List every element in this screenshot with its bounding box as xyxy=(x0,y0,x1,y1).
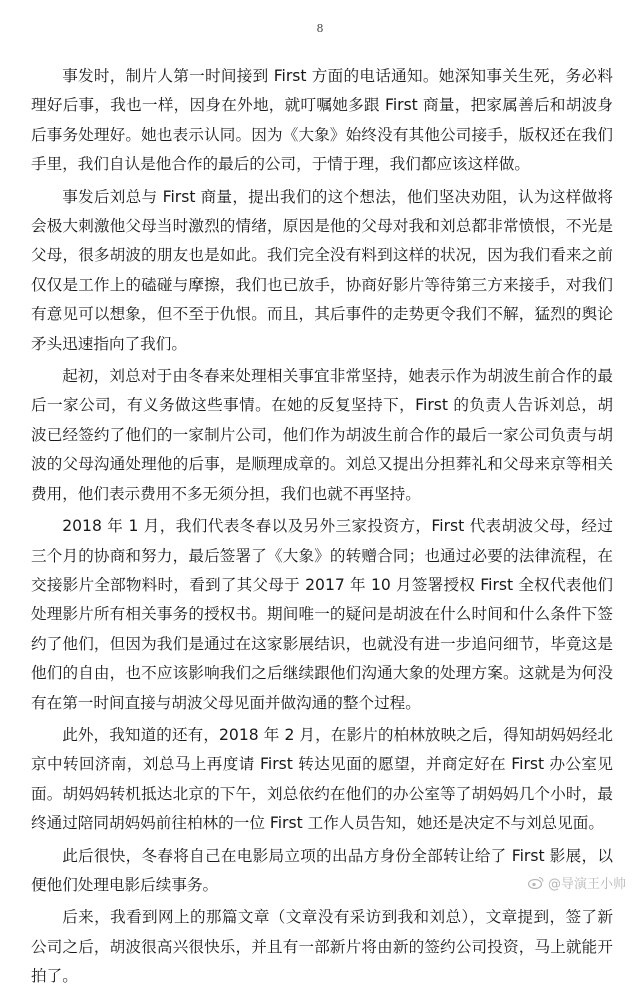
watermark xyxy=(528,873,626,892)
paragraph-3: 起初，刘总对于由冬春来处理相关事宜非常坚持，她表示作为胡波生前合作的最后一家公司，有义务做这些事情。在她的反复坚持下，First 的负责人告诉刘总，胡波已经签约了他们的一家制片公司，他们作为胡波生前合作的最后一家公司负责与胡波的父母沟通处理他的后事，是顺理成章的。刘总又提出分担葬礼和父母来京等相关费用，他们表示费用不多无须分担，我们也就不再坚持。 xyxy=(31,367,613,503)
document-body xyxy=(31,62,613,995)
watermark-text: @导演王小帅 xyxy=(547,877,626,892)
paragraph-7: 后来，我看到网上的那篇文章（文章没有采访到我和刘总），文章提到，签了新公司之后，胡波很高兴很快乐，并且有一部新片将由新的签约公司投资，马上就能开拍了。 xyxy=(31,908,613,986)
paragraph-4: 2018 年 1 月，我们代表冬春以及另外三家投资方，First 代表胡波父母，经过三个月的协商和努力，最后签署了《大象》的转赠合同；也通过必要的法律流程，在交接影片全部物料时，看到了其父母于 2017 年 10 月签署授权 First 全权代表他们处理影片所有相关事务的授权书。期间唯一的疑问是胡波在什么时间和什么条件下签约了他们，但因为我们是通过在这家影展结识，也就没有进一步追问细节，毕竟这是他们的自由，也不应该影响我们之后继续跟他们沟通大象的处理方案。这就是为何没有在第一时间直接与胡波父母见面并做沟通的整个过程。 xyxy=(31,517,613,712)
paragraph-6: 此后很快，冬春将自己在电影局立项的出品方身份全部转让给了 First 影展，以便他们处理电影后续事务。 xyxy=(31,846,613,894)
weibo-icon xyxy=(528,876,544,889)
paragraph-2: 事发后刘总与 First 商量，提出我们的这个想法，他们坚决劝阻，认为这样做将会极大刺激他父母当时激烈的情绪，原因是他的父母对我和刘总都非常愤恨，不光是父母，很多胡波的朋友也是如此。我们完全没有料到这样的状况，因为我们看来之前仅仅是工作上的磕碰与摩擦，我们也已放手，协商好影片等待第三方来接手，对我们有意见可以想象，但不至于仇恨。而且，其后事件的走势更令我们不解，猛烈的舆论矛头迅速指向了我们。 xyxy=(31,187,613,353)
paragraph-1: 事发时，制片人第一时间接到 First 方面的电话通知。她深知事关生死，务必料理好后事，我也一样，因身在外地，就叮嘱她多跟 First 商量，把家属善后和胡波身后事务处理好。她也表示认同。因为《大象》始终没有其他公司接手，版权还在我们手里，我们自认是他合作的最后的公司，于情于理，我们都应该这样做。 xyxy=(31,67,613,174)
page-number: 8 xyxy=(316,22,324,35)
paragraph-5: 此外，我知道的还有，2018 年 2 月，在影片的柏林放映之后，得知胡妈妈经北京中转回济南，刘总马上再度请 First 转达见面的愿望，并商定好在 First 办公室见面。胡妈妈转机抵达北京的下午，刘总依约在他们的办公室等了胡妈妈几个小时，最终通过陪同胡妈妈前往柏林的一位 First 工作人员告知，她还是决定不与刘总见面。 xyxy=(31,725,613,833)
